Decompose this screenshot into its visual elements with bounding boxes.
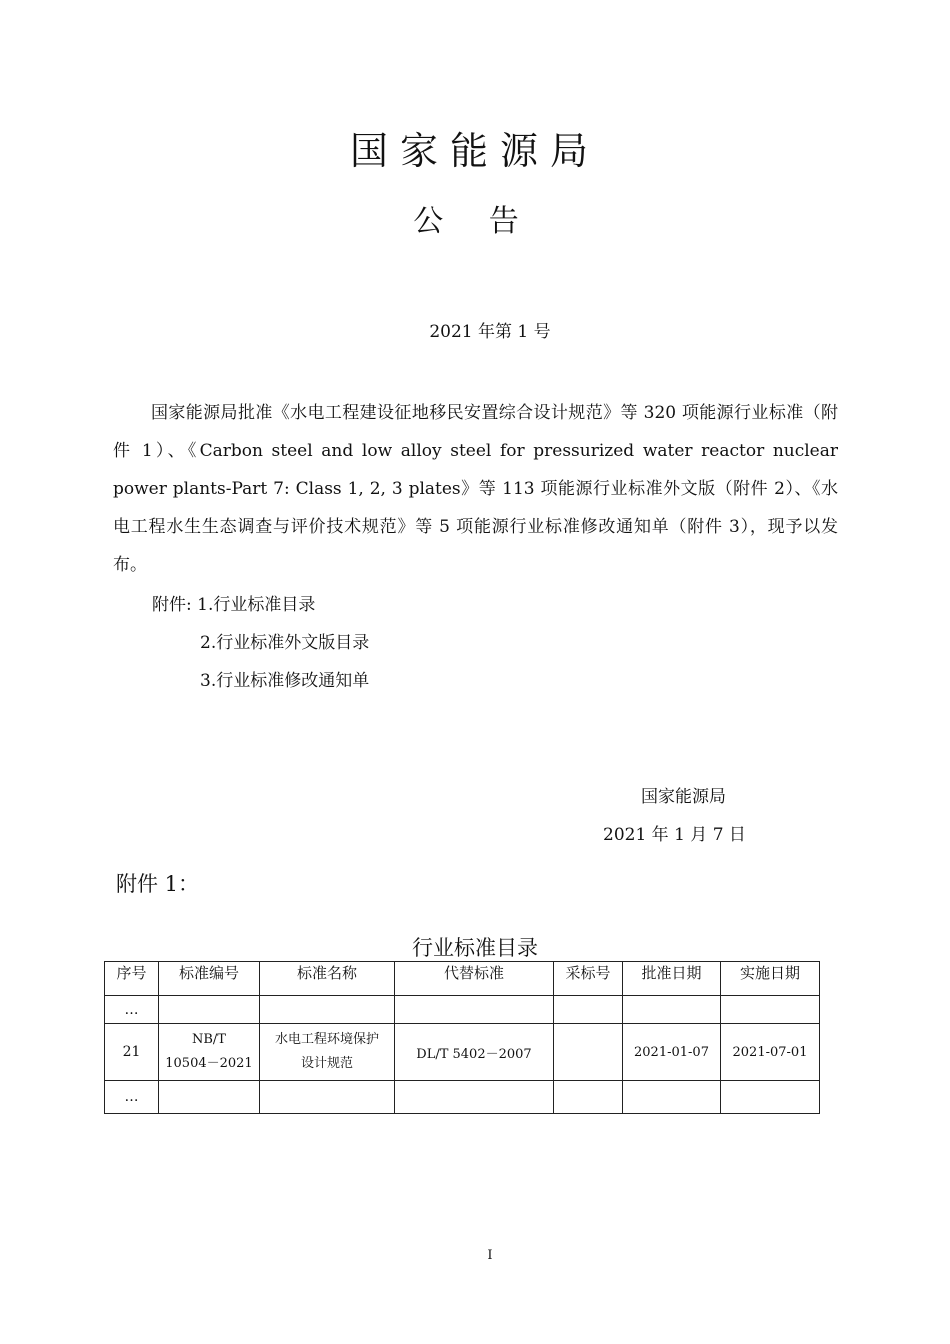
table-cell	[554, 1081, 623, 1114]
table-cell	[623, 1081, 721, 1114]
table-cell	[159, 1081, 260, 1114]
table-cell: 2021-07-01	[721, 1024, 820, 1081]
table-cell: …	[105, 1081, 159, 1114]
table-cell	[395, 996, 554, 1024]
table-cell	[159, 996, 260, 1024]
table-cell	[395, 1081, 554, 1114]
column-header: 序号	[105, 962, 159, 996]
signature-date: 2021 年 1 月 7 日	[603, 825, 746, 845]
table-row	[105, 996, 820, 1024]
table-row	[105, 1081, 820, 1114]
table-cell	[260, 1081, 395, 1114]
table-cell: 2021-01-07	[623, 1024, 721, 1081]
column-header: 标准编号	[159, 962, 260, 996]
table-cell: 21	[105, 1024, 159, 1081]
page-number: I	[487, 1248, 493, 1263]
table-cell	[260, 996, 395, 1024]
table-cell	[623, 996, 721, 1024]
signature-agency: 国家能源局	[641, 787, 726, 807]
notice-heading: 公 告	[413, 204, 537, 239]
table-cell	[721, 996, 820, 1024]
table-cell: …	[105, 996, 159, 1024]
table-cell	[721, 1081, 820, 1114]
attachment-item: 3.行业标准修改通知单	[200, 671, 370, 691]
standards-table	[104, 961, 820, 1114]
attachment-list-label: 附件: 1.行业标准目录	[152, 595, 316, 615]
table-row	[105, 1024, 820, 1081]
table-cell: 水电工程环境保护 设计规范	[260, 1024, 395, 1081]
column-header: 代替标准	[395, 962, 554, 996]
table-cell: NB/T 10504－2021	[159, 1024, 260, 1081]
column-header: 采标号	[554, 962, 623, 996]
table-cell	[554, 996, 623, 1024]
attachment-item: 2.行业标准外文版目录	[200, 633, 370, 653]
table-header-row	[105, 962, 820, 996]
column-header: 标准名称	[260, 962, 395, 996]
agency-title: 国家能源局	[349, 129, 600, 173]
table-title: 行业标准目录	[412, 936, 538, 960]
column-header: 实施日期	[721, 962, 820, 996]
document-number: 2021 年第 1 号	[429, 322, 551, 342]
column-header: 批准日期	[623, 962, 721, 996]
annex-label: 附件 1：	[116, 872, 200, 896]
body-paragraph: 国家能源局批准《水电工程建设征地移民安置综合设计规范》等 320 项能源行业标准（附件 1）、《Carbon steel and low alloy steel for pressurized water reactor nuclear power plants-Part 7: Class 1, 2, 3 plates》等 113 项能源行业标准外文版（附件 2）、《水电工程水生生态调查与评价技术规范》等 5 项能源行业标准修改通知单（附件 3），现予以发布。	[113, 403, 838, 575]
table-cell: DL/T 5402－2007	[395, 1024, 554, 1081]
table-cell	[554, 1024, 623, 1081]
